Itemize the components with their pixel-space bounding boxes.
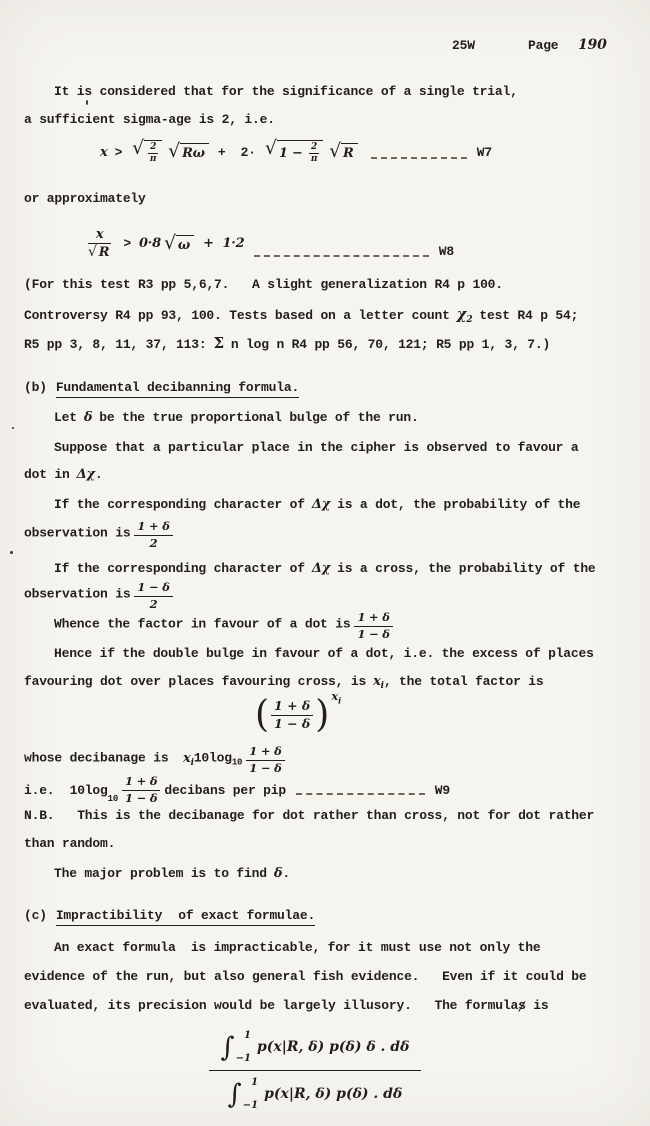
chi-squared-symbol: $\chi_2$ [456,305,473,325]
section-b-title: Fundamental decibanning formula. [56,380,299,398]
integral-sign: ∫ [220,1031,235,1063]
sqrt-sign: √ [264,137,277,159]
integral-limits: 1 −1 [242,1077,259,1111]
whence-line: Whence the factor in favour of a dot is $\frac{1 + \delta}{1 - \delta}$ [54,612,397,640]
odds-fraction: $\frac{1 + \delta}{1 - \delta}$ [354,612,392,640]
exact-line-1: An exact formula is impracticable, for it must use not only the [54,940,541,955]
formula-w8 [84,228,454,259]
hence-line-1: Hence if the double bulge in favour of a dot, i.e. the excess of places [54,646,594,661]
major-problem-line: The major problem is to find δ. [54,866,290,881]
integral-numerator [209,1030,422,1071]
delta-chi-symbol: Δχ [311,561,331,576]
decibanage-line: whose decibanage is $x_i10\log_{10}$ $\frac{1 + \delta}{1 - \delta}$ [24,746,289,774]
intro-line-2: a sufficient sigma-age is 2, i.e. [24,112,275,127]
refs-line-3: R5 pp 3, 8, 11, 37, 113: Σ n log n R4 pp 56, 70, 121; R5 pp 1, 3, 7.) [24,334,551,352]
dotted-leader [296,793,425,795]
dotted-leader [254,255,428,257]
w7-radical-1: √ 2 π [132,140,162,164]
suppose-line-1: Suppose that a particular place in the cipher is observed to favour a [54,440,579,455]
cross-case-line-1: If the corresponding character of Δχ is a cross, the probability of the [54,561,596,576]
denominator-body: p(x|R, δ) p(δ) . dδ [264,1086,403,1102]
document-ref: 25W [452,38,475,53]
delta-chi-symbol: Δχ [311,497,331,512]
w9-line: i.e. 10log $_{10}$ $\frac{1 + \delta}{1 - \delta}$ decibans per pip W9 [24,774,450,805]
nb-line-1: N.B. This is the decibanage for dot rather than cross, not for dot rather [24,808,595,823]
page-word: Page [528,38,559,53]
w7-label: W7 [476,144,492,160]
intro-line-1: It is considered that for the significance of a single trial, [54,84,518,99]
integral-denominator [209,1071,422,1111]
dotted-leader [371,157,467,159]
w7-radical-3: √ 1 − $\frac{2}{\pi}$ [265,140,323,164]
section-c-title: Impractibility of exact formulae. [56,908,315,926]
hence-line-2: favouring dot over places favouring cross, is $x_i$, the total factor is [24,674,544,691]
w7-relation: > [114,144,123,160]
dot-case-line-1: If the corresponding character of Δχ is a dot, the probability of the [54,497,581,512]
dot-case-line-2: observation is $\frac{1 + \delta}{2}$ [24,521,177,549]
w9-label: W9 [434,782,450,798]
probability-fraction: $\frac{1 - \delta}{2}$ [134,582,172,610]
scan-speckle [10,551,13,554]
page-number: 190 [578,37,607,53]
integral-limits: 1 −1 [235,1030,251,1064]
exact-line-3: evaluated, its precision would be largely illusory. The formulas is [24,998,549,1013]
scan-speckle [12,427,14,429]
struck-letter: s [518,998,526,1013]
x-sub-i: $x_i$ [373,674,384,691]
odds-fraction: $\frac{1 + \delta}{1 - \delta}$ [246,746,284,774]
log-term: 10log [193,750,232,766]
refs-line-1: (For this test R3 pp 5,6,7. A slight generalization R4 p 100. [24,277,503,292]
w8-label: W8 [438,244,454,259]
w7-radical-2: √ Rω [168,143,209,161]
w8-relation: > [123,236,131,251]
cross-case-line-2: observation is $\frac{1 - \delta}{2}$ [24,582,177,610]
exponent-x-sub-i: $x_i$ [331,689,342,706]
w8-coef-1: 0·8 [138,236,161,251]
refs-line-2: Controversy R4 pp 93, 100. Tests based on a letter count $\chi_2$ test R4 p 54; [24,305,579,325]
delta-symbol: δ [83,410,93,425]
nb-line-2: than random. [24,836,116,851]
w8-lhs-fraction: $\frac{x}{√ R}$ [88,227,110,260]
scan-speckle [86,100,88,105]
exact-formula-integral [150,1030,480,1111]
w7-radical-4: √ R [329,143,358,161]
left-paren: ( [255,692,270,736]
sqrt-sign: √ [132,137,145,159]
log-base: 10 [107,794,119,804]
sqrt-sign: √ [163,231,176,254]
section-b-tag: (b) [24,380,47,395]
exact-line-2: evidence of the run, but also general fish evidence. Even if it could be [24,969,587,984]
w8-coef-2: + 1·2 [203,236,245,251]
sigma-symbol: Σ [213,334,224,352]
delta-symbol: δ [273,866,283,881]
section-b-heading [24,380,299,396]
sqrt-sign: √ [329,140,341,162]
odds-fraction: $\frac{1 + \delta}{1 - \delta}$ [271,700,313,730]
log-base: 10 [231,757,243,768]
section-c-heading [24,908,315,924]
w7-lhs: x [100,144,108,160]
delta-definition-line: Let δ be the true proportional bulge of the run. [54,410,419,425]
right-paren: ) [315,692,330,736]
total-factor-formula [255,689,342,736]
log-term: 10log [69,782,108,798]
x-sub-i: $x_i$ [183,750,194,768]
sqrt-sign: √ [168,140,181,162]
w8-radical: √ ω [164,235,194,253]
odds-fraction: $\frac{1 + \delta}{1 - \delta}$ [122,776,160,804]
approx-text: or approximately [24,191,146,206]
suppose-line-2: dot in Δχ. [24,467,103,482]
section-c-tag: (c) [24,908,47,923]
integral-sign: ∫ [227,1078,242,1110]
w7-middle: + 2· [217,144,256,160]
numerator-body: p(x|R, δ) p(δ) δ . dδ [257,1039,410,1055]
formula-w7 [100,137,492,164]
sqrt-sign: √ [88,244,97,260]
probability-fraction: $\frac{1 + \delta}{2}$ [134,521,172,549]
delta-chi-symbol: Δχ [76,467,95,482]
